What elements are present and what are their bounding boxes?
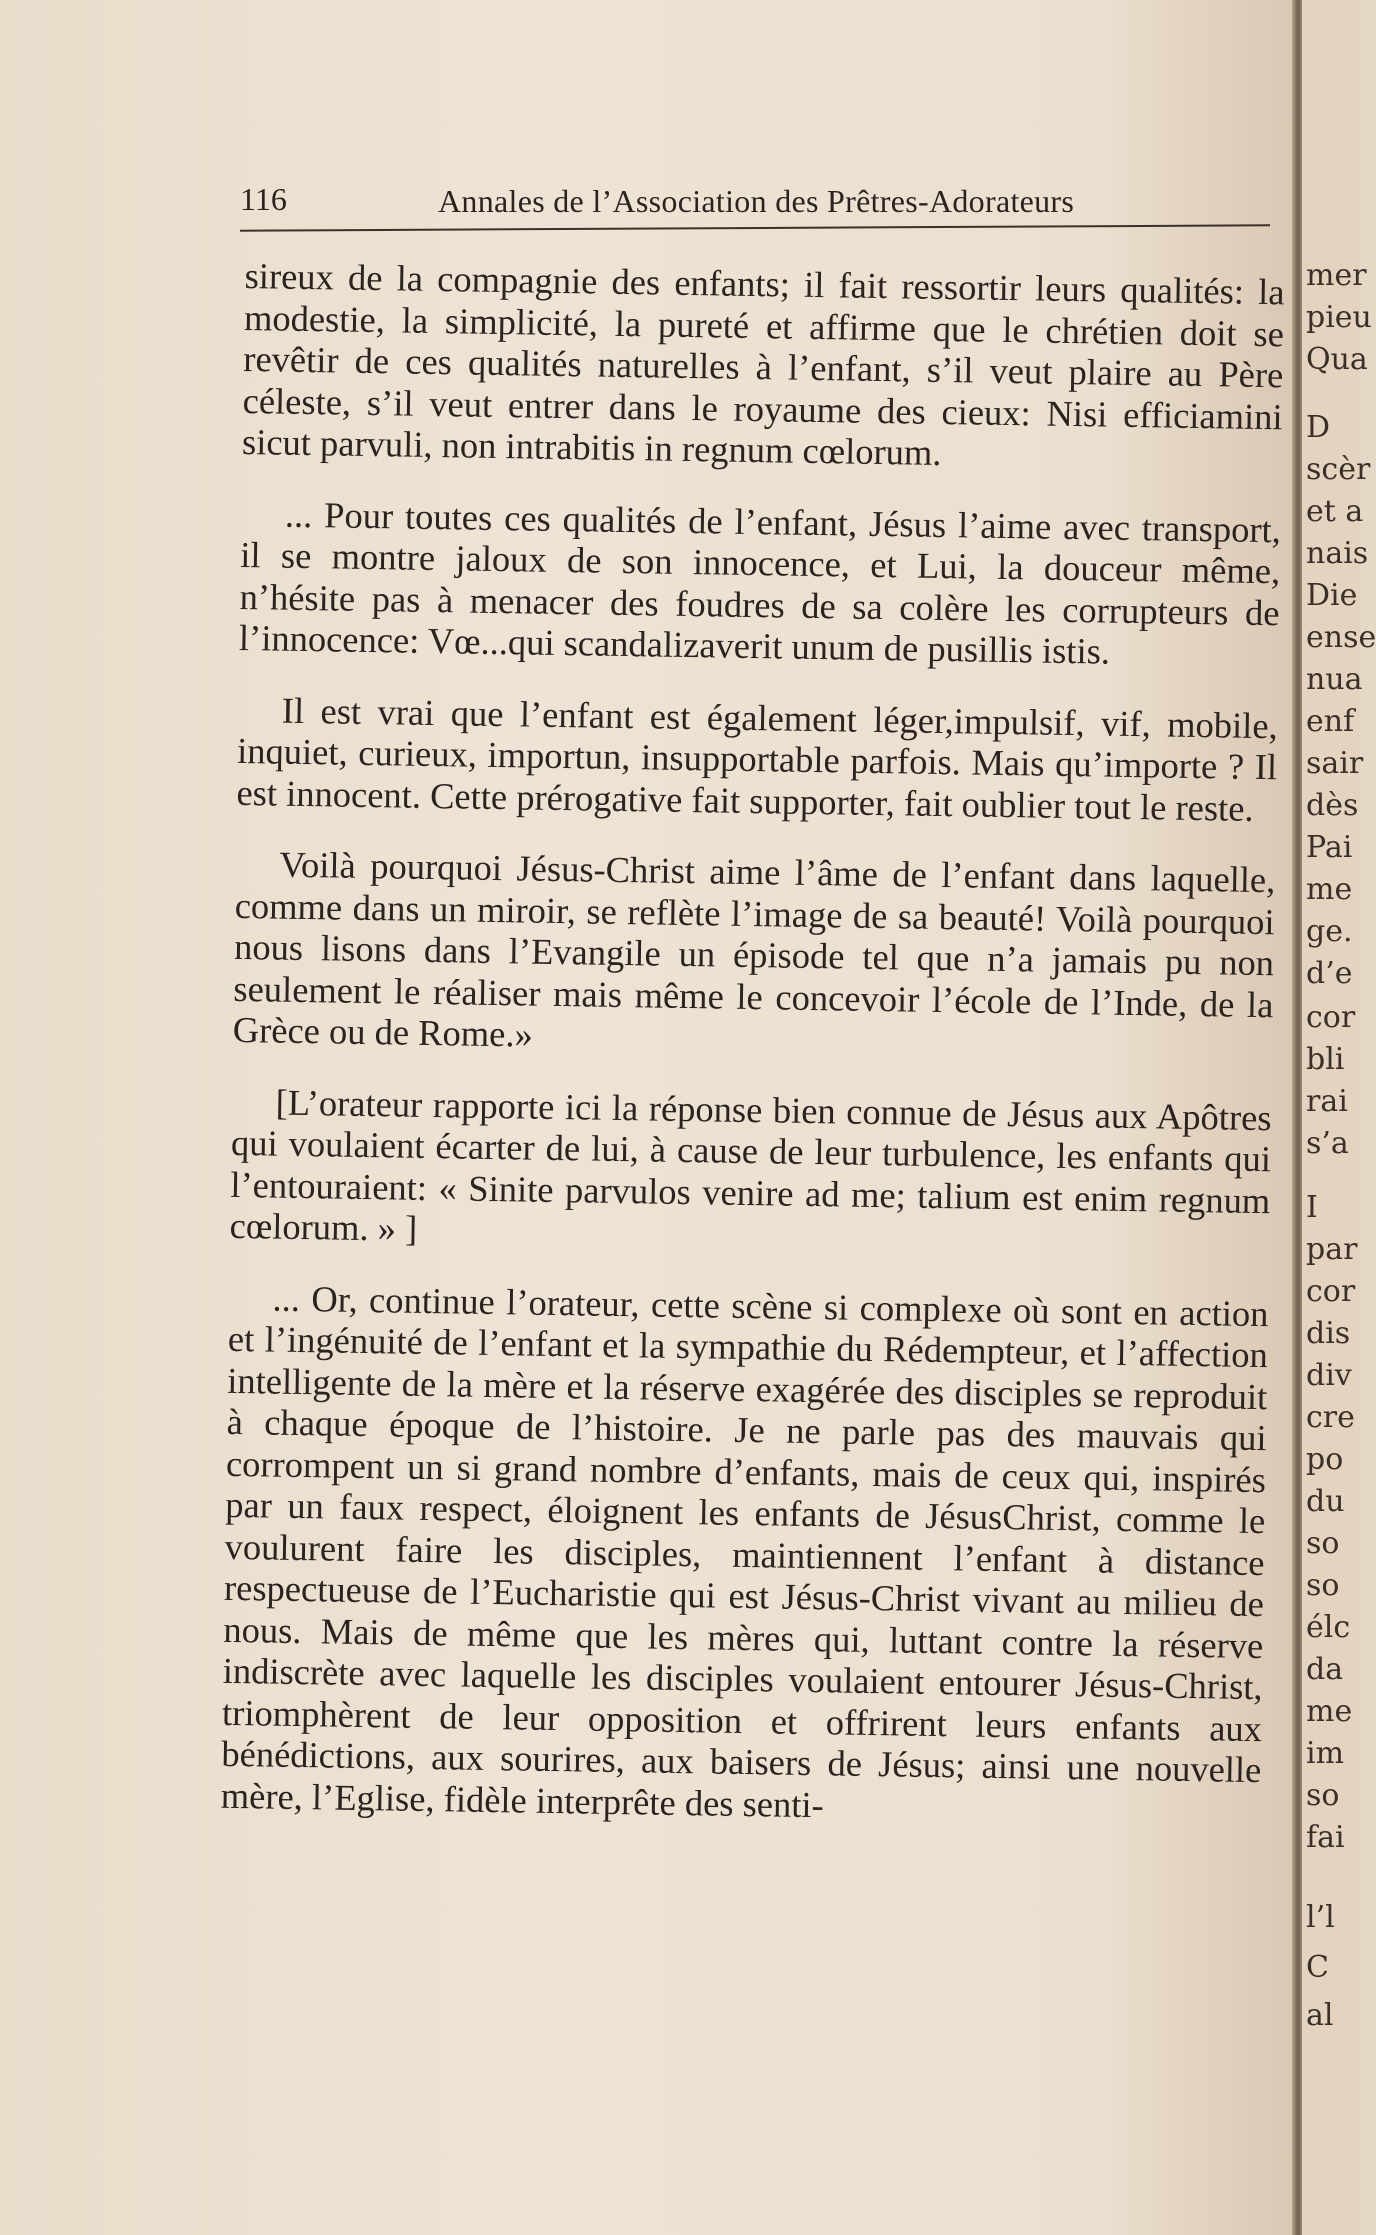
facing-fragment: cor (1306, 1000, 1356, 1035)
facing-fragment: du (1306, 1484, 1345, 1519)
facing-fragment: Pai (1306, 830, 1353, 865)
facing-fragment: Qua (1306, 342, 1368, 377)
facing-fragment: C (1306, 1950, 1329, 1985)
facing-fragment: pieu (1306, 300, 1372, 335)
paragraph: Voilà pourquoi Jésus-Christ aime l’âme de l’enfant dans laquelle, comme dans un miroir, se reflète l’image de sa beauté! Voilà pourquoi nous lisons dans l’Evangile un épisode tel que n’a jamais pu non seulement le réaliser mais même le concevoir l’école de l’Inde, de la Grèce ou de Rome.» (232, 843, 1276, 1055)
facing-fragment: fai (1306, 1820, 1345, 1855)
facing-fragment: ge. (1306, 914, 1353, 949)
facing-fragment: s’a (1306, 1126, 1349, 1161)
facing-fragment: po (1306, 1442, 1344, 1477)
facing-fragment: div (1306, 1358, 1352, 1393)
facing-fragment: dès (1306, 788, 1359, 823)
facing-fragment: I (1306, 1190, 1318, 1225)
facing-fragment: scèr (1306, 452, 1371, 487)
paragraph: ... Or, continue l’orateur, cette scène si complexe où sont en action et l’ingénuité de l’enfant et la sympathie du Rédempteur, et l’affection intelligente de la mère et la réserve exagérée des disciples se reproduit à chaque époque de l’histoire. Je ne parle pas des mauvais qui corrompent un si grand nombre d’enfants, mais de ceux qui, inspirés par un faux respect, éloignent les enfants de JésusChrist, comme le voulurent faire les disciples, maintiennent l’enfant à distance respectueuse de l’Eucharistie qui est Jésus-Christ vivant au milieu de nous. Mais de même que les mères qui, luttant contre la réserve indiscrète avec laquelle les disciples voulaient entourer Jésus-Christ, triomphèrent de leur opposition et offrirent leurs enfants aux bénédictions, aux sourires, aux baisers de Jésus; ainsi une nouvelle mère, l’Eglise, fidèle interprête des senti- (220, 1277, 1269, 1825)
page-number: 116 (240, 181, 287, 217)
page-header (240, 175, 1280, 235)
facing-fragment: enf (1306, 704, 1355, 739)
facing-fragment: sair (1306, 746, 1364, 781)
facing-fragment: mer (1306, 258, 1367, 293)
facing-fragment: l’l (1306, 1900, 1335, 1935)
facing-fragment: nua (1306, 662, 1363, 697)
facing-fragment: rai (1306, 1084, 1348, 1119)
facing-fragment: nais (1306, 536, 1369, 571)
facing-fragment: par (1306, 1232, 1358, 1267)
facing-fragment: im (1306, 1736, 1345, 1771)
body-text (220, 255, 1285, 1862)
facing-fragment: da (1306, 1652, 1344, 1687)
facing-fragment: cre (1306, 1400, 1355, 1435)
facing-fragment: so (1306, 1526, 1340, 1561)
facing-fragment: al (1306, 1998, 1334, 2033)
facing-fragment: Die (1306, 578, 1358, 613)
paragraph: [L’orateur rapporte ici la réponse bien connue de Jésus aux Apôtres qui voulaient écarter de lui, à cause de leur turbulence, les enfants qui l’entouraient: « Sinite parvulos venire ad me; talium est enim regnum cœlorum. » ] (229, 1081, 1272, 1249)
facing-fragment: dis (1306, 1316, 1351, 1351)
header-rule (240, 224, 1270, 231)
facing-fragment: élc (1306, 1610, 1351, 1645)
facing-fragment: bli (1306, 1042, 1345, 1077)
facing-fragment: so (1306, 1778, 1340, 1813)
book-gutter (1292, 0, 1302, 2235)
facing-page-edge (1302, 0, 1376, 2235)
facing-fragment: ense (1306, 620, 1376, 655)
facing-fragment: me (1306, 1694, 1353, 1729)
facing-fragment: me (1306, 872, 1353, 907)
facing-fragment: cor (1306, 1274, 1356, 1309)
paragraph: sireux de la compagnie des enfants; il fait ressortir leurs qualités: la modestie, la simplicité, la pureté et affirme que le chrétien doit se revêtir de ces qualités naturelles à l’enfant, s’il veut plaire au Père céleste, s’il veut entrer dans le royaume des cieux: Nisi efficiamini sicut parvuli, non intrabitis in regnum cœlorum. (241, 255, 1285, 473)
facing-fragment: so (1306, 1568, 1340, 1603)
running-head: Annales de l’Association des Prêtres-Adorateurs (438, 183, 1075, 219)
facing-fragment: d’e (1306, 956, 1353, 991)
paragraph: ... Pour toutes ces qualités de l’enfant, Jésus l’aime avec transport, il se montre jaloux de son innocence, et Lui, la douceur même, n’hésite pas à menacer des foudres de sa colère les corrupteurs de l’innocence: Vœ...qui scandalizaverit unum de pusillis istis. (238, 493, 1282, 672)
facing-fragment: et a (1306, 494, 1364, 529)
facing-fragment: D (1306, 410, 1331, 445)
paragraph: Il est vrai que l’enfant est également léger,impulsif, vif, mobile, inquiet, curieux, importun, insupportable parfois. Mais qu’importe ? Il est innocent. Cette prérogative fait supporter, fait oublier tout le reste. (236, 689, 1279, 829)
